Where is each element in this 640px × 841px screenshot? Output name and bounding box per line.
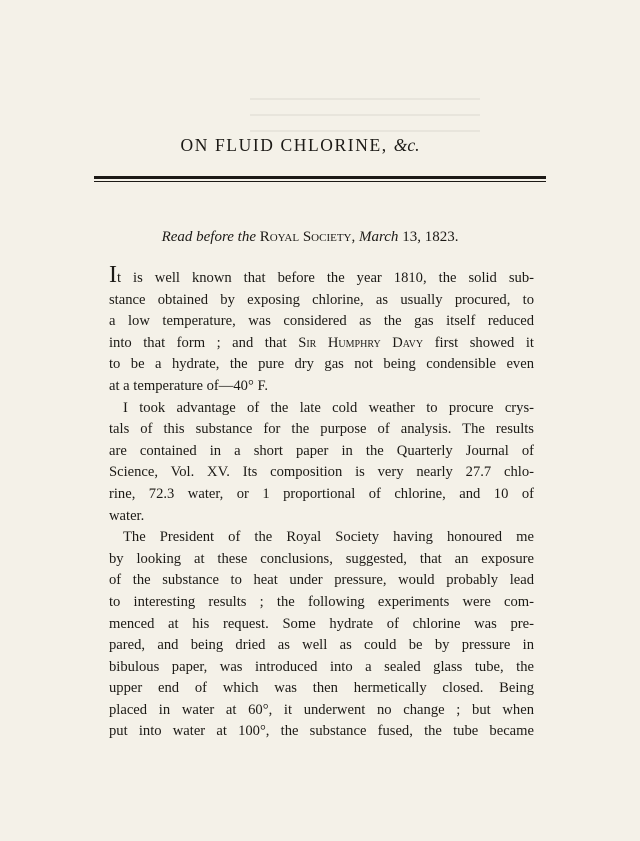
p3-line-6: pared, and being dried as well as could be by pressure in xyxy=(109,637,534,654)
p1-line-2: stance obtained by exposing chlorine, as usually procured, to xyxy=(109,291,534,308)
read-day-year: 13, 1823. xyxy=(402,229,459,245)
p1-line-6: at a temperature of—40° F. xyxy=(109,377,269,394)
society-name: Royal Society, xyxy=(259,229,356,245)
p2-line-3: are contained in a short paper in the Quarterly Journal of xyxy=(109,442,534,459)
p2-line-1: I took advantage of the late cold weather to procure crys- xyxy=(123,399,534,416)
article-title xyxy=(90,135,510,156)
title-suffix: &c. xyxy=(393,135,420,155)
person-name: Sir Humphry Davy xyxy=(298,334,424,351)
title-rule-thin xyxy=(94,181,546,182)
p3-line-10: put into water at 100°, the substance fused, the tube became xyxy=(109,723,534,740)
p3-line-7: bibulous paper, was introduced into a sealed glass tube, the xyxy=(109,658,534,675)
p2-line-4: Science, Vol. XV. Its composition is very nearly 27.7 chlo- xyxy=(109,464,534,481)
read-prefix: Read before the xyxy=(161,229,256,245)
p1-text-1: t is well known that before the year 1810, the solid sub- xyxy=(117,270,534,286)
p1-line-1 xyxy=(109,262,534,290)
p1-line-4b: first showed it xyxy=(434,334,534,351)
p2-line-5: rine, 72.3 water, or 1 proportional of chlorine, and 10 of xyxy=(109,485,534,502)
p3-line-4: to interesting results ; the following experiments were com- xyxy=(109,593,534,610)
p3-line-1: The President of the Royal Society having honoured me xyxy=(123,529,534,546)
title-main: ON FLUID CHLORINE, xyxy=(180,135,388,155)
read-before-line xyxy=(60,229,560,246)
p3-line-8: upper end of which was then hermetically closed. Being xyxy=(109,680,534,697)
p2-line-2: tals of this substance for the purpose of analysis. The results xyxy=(109,421,534,438)
show-through-text xyxy=(250,92,480,132)
body-text xyxy=(109,262,534,743)
drop-cap: I xyxy=(109,262,117,288)
p1-line-4 xyxy=(109,333,534,355)
p3-line-3: of the substance to heat under pressure, would probably lead xyxy=(109,572,534,589)
p1-line-5: to be a hydrate, the pure dry gas not being condensible even xyxy=(109,356,534,373)
title-rule-thick xyxy=(94,176,546,179)
p3-line-9: placed in water at 60°, it underwent no change ; but when xyxy=(109,701,534,718)
p3-line-5: menced at his request. Some hydrate of chlorine was pre- xyxy=(109,615,534,632)
p1-line-3: a low temperature, was considered as the gas itself reduced xyxy=(109,313,534,330)
p2-line-6: water. xyxy=(109,507,145,524)
p1-line-4a: into that form ; and that xyxy=(109,334,287,351)
read-month: March xyxy=(359,229,399,245)
p3-line-2: by looking at these conclusions, suggested, that an exposure xyxy=(109,550,534,567)
